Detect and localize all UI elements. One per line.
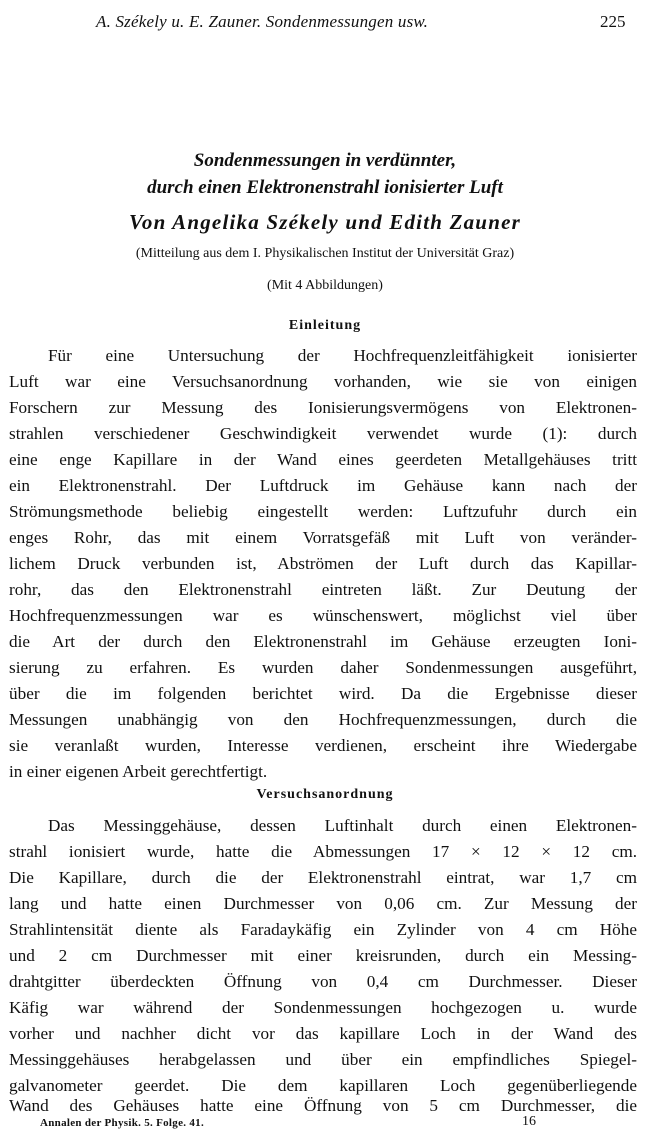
setup-text-line: Die Kapillare, durch die der Elektronenstrahl eintrat, war 1,7 cm bbox=[9, 868, 637, 887]
setup-text-line: Käfig war während der Sondenmessungen hochgezogen u. wurde bbox=[9, 998, 637, 1017]
intro-text-line: in einer eigenen Arbeit gerechtfertigt. bbox=[9, 762, 268, 781]
intro-text-line: enges Rohr, das mit einem Vorratsgefäß mit Luft von veränder- bbox=[9, 528, 637, 547]
intro-text-line: Forschern zur Messung des Ionisierungsvermögens von Elektronen- bbox=[9, 398, 637, 417]
affiliation: (Mitteilung aus dem I. Physikalischen Institut der Universität Graz) bbox=[135, 246, 515, 261]
section-heading-einleitung: Einleitung bbox=[288, 318, 362, 333]
intro-text-line: strahlen verschiedener Geschwindigkeit verwendet wurde (1): durch bbox=[9, 424, 637, 443]
setup-text-line: Strahlintensität diente als Faradaykäfig ein Zylinder von 4 cm Höhe bbox=[9, 920, 637, 939]
setup-text-line: strahl ionisiert wurde, hatte die Abmessungen 17 × 12 × 12 cm. bbox=[9, 842, 637, 861]
running-head: A. Székely u. E. Zauner. Sondenmessungen usw. bbox=[96, 12, 429, 31]
journal-footer: Annalen der Physik. 5. Folge. 41. bbox=[40, 1117, 205, 1129]
setup-text-line: und 2 cm Durchmesser mit einer kreisrunden, durch ein Messing- bbox=[9, 946, 637, 965]
intro-text-line: rohr, das den Elektronenstrahl eintreten läßt. Zur Deutung der bbox=[9, 580, 637, 599]
intro-text-line: Hochfrequenzmessungen war es wünschenswert, möglichst viel über bbox=[9, 606, 637, 625]
signature-mark: 16 bbox=[522, 1114, 536, 1129]
intro-text-line: sierung zu erfahren. Es wurden daher Sondenmessungen ausgeführt, bbox=[9, 658, 637, 677]
setup-text-line: drahtgitter überdeckten Öffnung von 0,4 cm Durchmesser. Dieser bbox=[9, 972, 637, 991]
intro-text-line: eine enge Kapillare in der Wand eines geerdeten Metallgehäuses tritt bbox=[9, 450, 637, 469]
article-title-line-2: durch einen Elektronenstrahl ionisierter Luft bbox=[147, 177, 503, 198]
setup-text-line: galvanometer geerdet. Die dem kapillaren Loch gegenüberliegende bbox=[9, 1076, 637, 1095]
intro-text-line: Luft war eine Versuchsanordnung vorhanden, wie sie von einigen bbox=[9, 372, 637, 391]
setup-text-line: Das Messinggehäuse, dessen Luftinhalt durch einen Elektronen- bbox=[48, 816, 637, 835]
author-line: Von Angelika Székely und Edith Zauner bbox=[129, 210, 521, 234]
intro-text-line: Für eine Untersuchung der Hochfrequenzleitfähigkeit ionisierter bbox=[48, 346, 637, 365]
intro-text-line: Messungen unabhängig von den Hochfrequenzmessungen, durch die bbox=[9, 710, 637, 729]
setup-text-line: vorher und nachher dicht vor das kapillare Loch in der Wand des bbox=[9, 1024, 637, 1043]
intro-text-line: ein Elektronenstrahl. Der Luftdruck im Gehäuse kann nach der bbox=[9, 476, 637, 495]
section-heading-versuchsanordnung: Versuchsanordnung bbox=[256, 787, 394, 802]
article-title-line-1: Sondenmessungen in verdünnter, bbox=[193, 150, 457, 171]
setup-text-line: Messinggehäuses herabgelassen und über ein empfindliches Spiegel- bbox=[9, 1050, 637, 1069]
intro-text-line: lichem Druck verbunden ist, Abströmen der Luft durch das Kapillar- bbox=[9, 554, 637, 573]
setup-text-line: lang und hatte einen Durchmesser von 0,06 cm. Zur Messung der bbox=[9, 894, 637, 913]
intro-text-line: sie veranlaßt wurden, Interesse verdienen, erscheint ihre Wiedergabe bbox=[9, 736, 637, 755]
setup-text-line: Wand des Gehäuses hatte eine Öffnung von 5 cm Durchmesser, die bbox=[9, 1096, 637, 1115]
figures-note: (Mit 4 Abbildungen) bbox=[267, 278, 383, 293]
page-number: 225 bbox=[600, 12, 626, 31]
intro-text-line: Strömungsmethode beliebig eingestellt werden: Luftzufuhr durch ein bbox=[9, 502, 637, 521]
intro-text-line: die Art der durch den Elektronenstrahl im Gehäuse erzeugten Ioni- bbox=[9, 632, 637, 651]
intro-text-line: über die im folgenden berichtet wird. Da die Ergebnisse dieser bbox=[9, 684, 637, 703]
